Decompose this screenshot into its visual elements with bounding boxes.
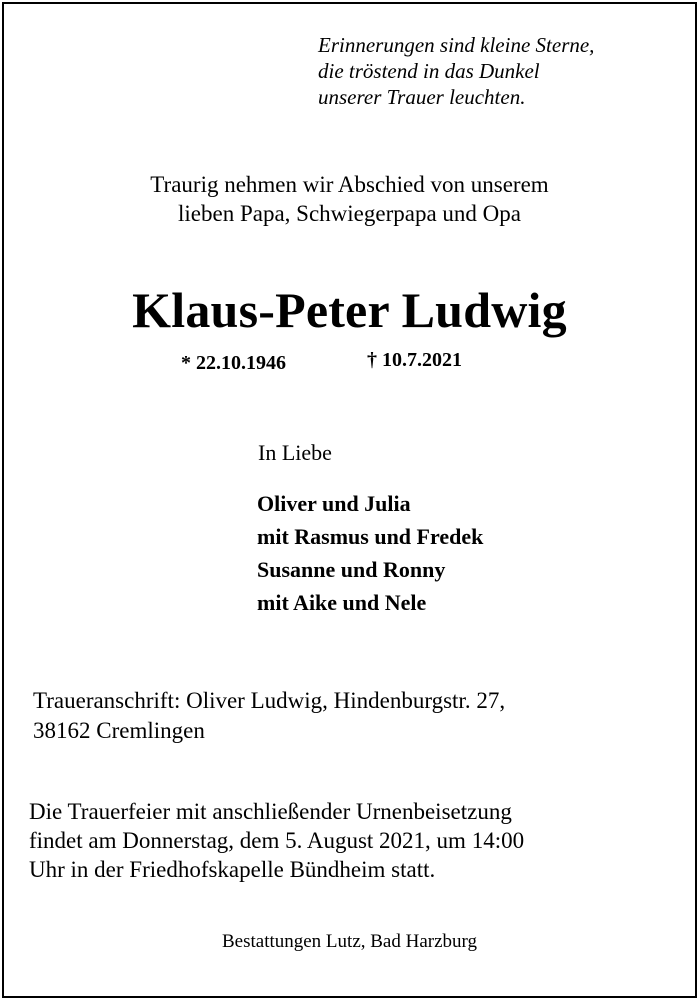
mourner-line: mit Rasmus und Fredek (257, 524, 484, 549)
mourners-list (257, 487, 483, 619)
mourning-address (33, 686, 505, 746)
birth-date: * 22.10.1946 (181, 352, 286, 374)
death-date: † 10.7.2021 (367, 349, 462, 371)
address-line: Traueranschrift: Oliver Ludwig, Hindenburgstr. 27, (33, 688, 506, 713)
ceremony-line: Die Trauerfeier mit anschließender Urnenbeisetzung (29, 799, 512, 824)
memorial-quote (318, 32, 594, 110)
quote-line: die tröstend in das Dunkel (318, 59, 540, 83)
address-line: 38162 Cremlingen (33, 718, 205, 743)
deceased-name: Klaus-Peter Ludwig (132, 282, 567, 338)
farewell-intro (0, 170, 699, 228)
mourner-line: mit Aike und Nele (257, 590, 427, 615)
intro-line: Traurig nehmen wir Abschied von unserem (150, 172, 549, 197)
ceremony-line: Uhr in der Friedhofskapelle Bündheim statt. (29, 857, 436, 882)
mourner-line: Susanne und Ronny (257, 557, 446, 582)
mourners-heading: In Liebe (258, 440, 332, 465)
quote-line: Erinnerungen sind kleine Sterne, (318, 33, 595, 57)
funeral-ceremony-info (29, 797, 524, 884)
mourner-line: Oliver und Julia (257, 491, 411, 516)
quote-line: unserer Trauer leuchten. (318, 85, 526, 109)
intro-line: lieben Papa, Schwiegerpapa und Opa (178, 201, 521, 226)
ceremony-line: findet am Donnerstag, dem 5. August 2021, um 14:00 (29, 828, 525, 853)
undertaker-name: Bestattungen Lutz, Bad Harzburg (221, 931, 478, 952)
